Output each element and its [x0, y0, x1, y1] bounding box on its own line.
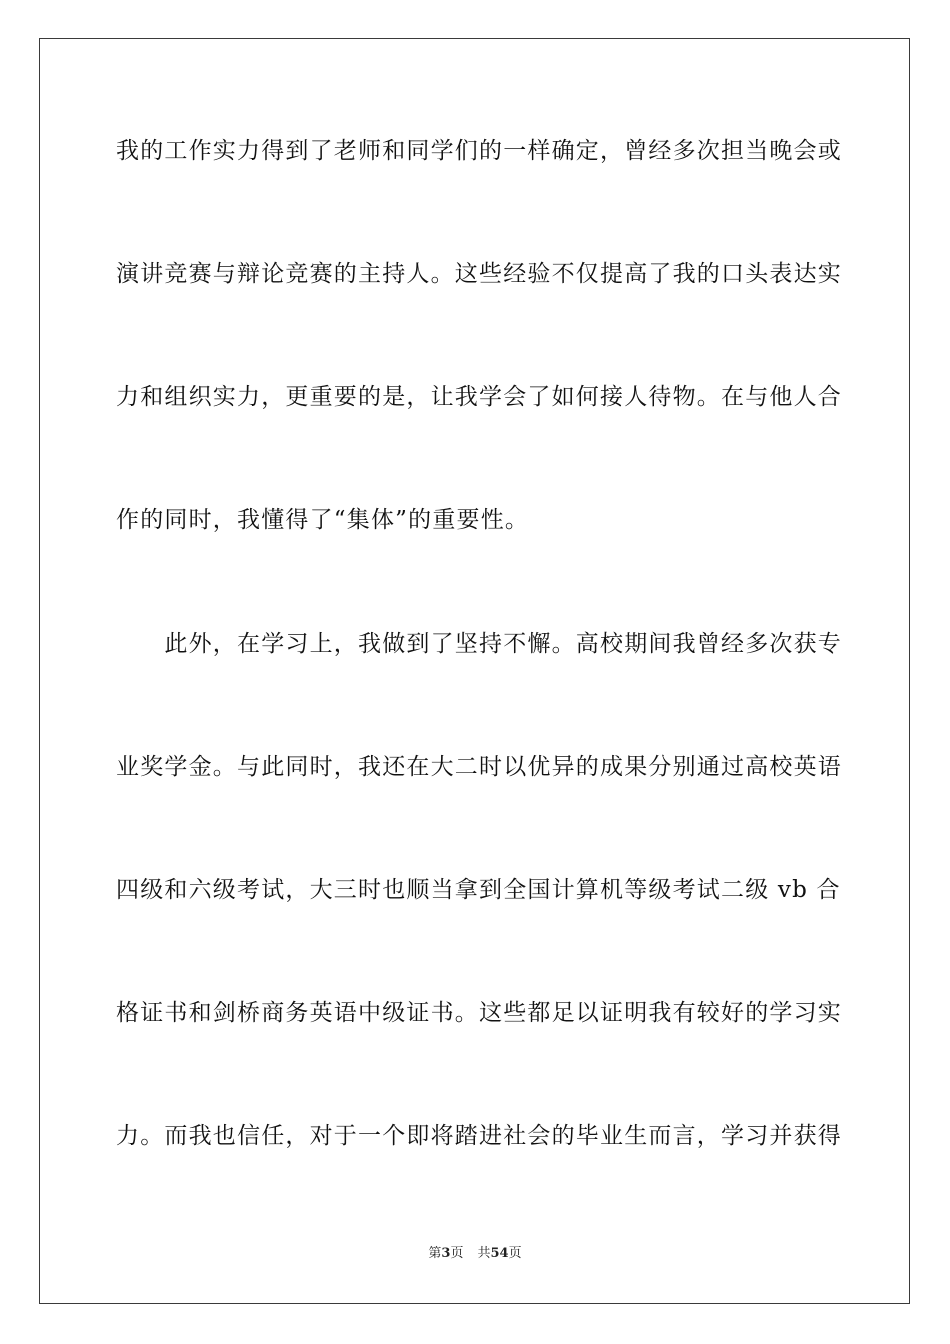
text-line-7: 四级和六级考试，大三时也顺当拿到全国计算机等级考试二级 vb 合 [116, 877, 841, 903]
total-prefix: 共 [477, 1246, 491, 1261]
text-line-1: 我的工作实力得到了老师和同学们的一样确定，曾经多次担当晚会或 [116, 138, 842, 164]
text-line-3: 力和组织实力，更重要的是，让我学会了如何接人待物。在与他人合 [116, 384, 842, 410]
text-line-4: 作的同时，我懂得了“集体”的重要性。 [116, 507, 530, 533]
text-line-2: 演讲竞赛与辩论竞赛的主持人。这些经验不仅提高了我的口头表达实 [116, 261, 842, 287]
total-suffix: 页 [508, 1246, 522, 1261]
total-pages: 54 [490, 1246, 509, 1261]
page-prefix: 第 [428, 1246, 442, 1261]
page-border [39, 38, 910, 1304]
text-line-6: 业奖学金。与此同时，我还在大二时以优异的成果分别通过高校英语 [116, 754, 842, 780]
text-line-5: 此外，在学习上，我做到了坚持不懈。高校期间我曾经多次获专 [116, 631, 842, 657]
page-suffix: 页 [450, 1246, 464, 1261]
page-footer [0, 1244, 950, 1264]
text-line-9: 力。而我也信任，对于一个即将踏进社会的毕业生而言，学习并获得 [116, 1123, 842, 1149]
text-line-8: 格证书和剑桥商务英语中级证书。这些都足以证明我有较好的学习实 [116, 1000, 842, 1026]
page-number: 3 [441, 1246, 451, 1261]
